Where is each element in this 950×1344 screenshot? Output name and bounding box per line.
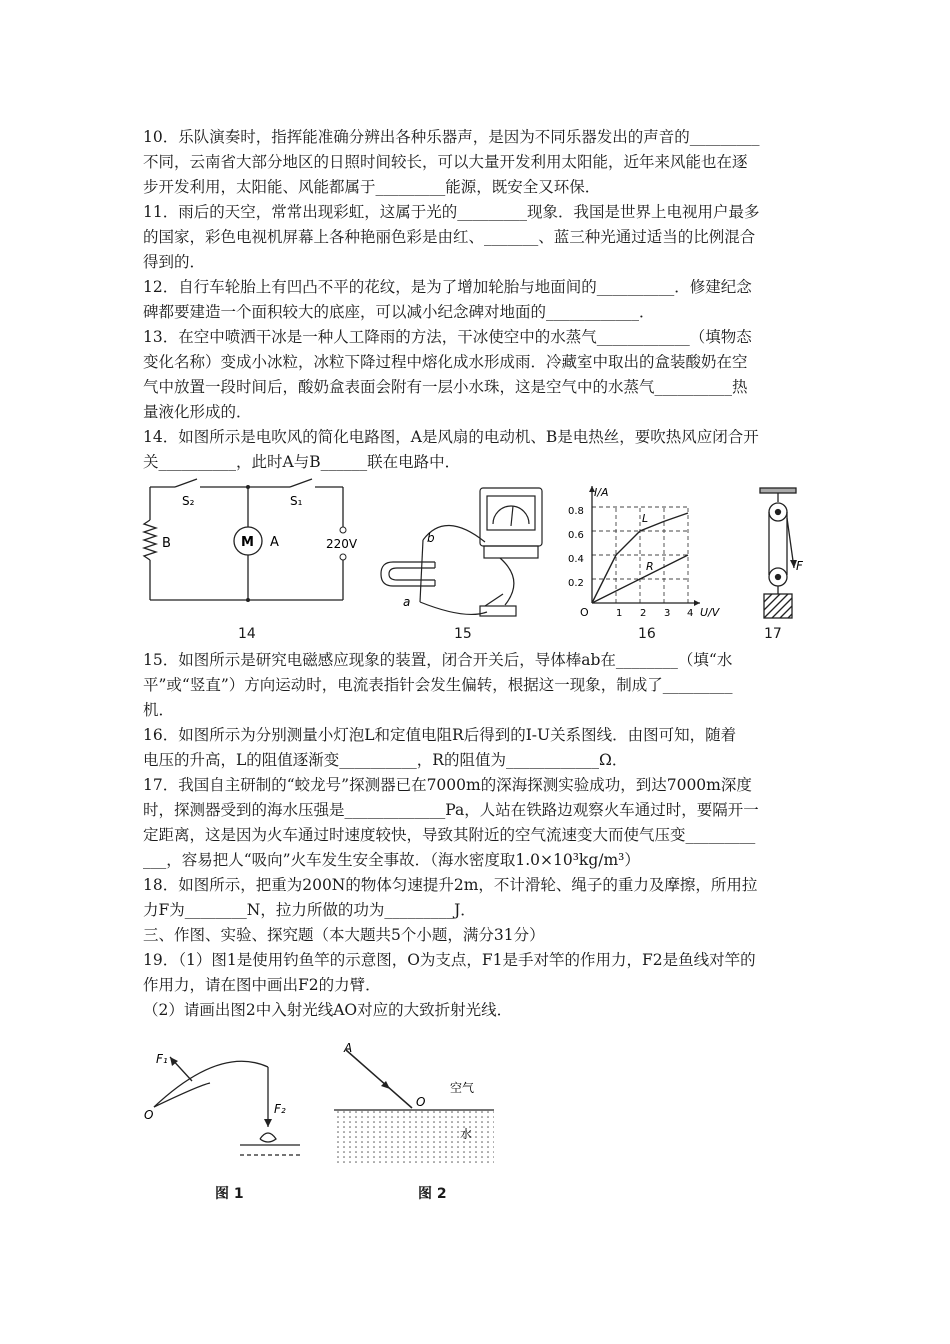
text-line: 电压的升高，L的阻值逐渐变__________，R的阻值为____________Ω． — [143, 751, 628, 769]
text-line: 15．如图所示是研究电磁感应现象的装置，闭合开关后，导体棒ab在________（填“水 — [143, 651, 733, 669]
figure-caption: 17 — [764, 626, 782, 642]
y-tick-label: 0.4 — [568, 554, 584, 565]
text-line: 时，探测器受到的海水压强是_____________Pa，人站在铁路边观察火车通过时，要隔开一 — [143, 801, 759, 819]
x-tick-label: 1 — [616, 608, 623, 619]
medium-air-label: 空气 — [450, 1081, 475, 1095]
voltage-label: 220V — [326, 537, 358, 551]
text-line: 平”或“竖直”）方向运动时，电流表指针会发生偏转，根据这一现象，制成了_________ — [143, 676, 733, 694]
ray-point-a-label: A — [344, 1041, 353, 1055]
motor-label: A — [270, 535, 279, 550]
figure-caption: 图 2 — [418, 1186, 447, 1202]
figure-2-refraction — [330, 1040, 500, 1170]
y-tick-label: 0.6 — [568, 530, 584, 541]
rod-end-b: b — [427, 531, 435, 545]
medium-water-label: 水 — [460, 1127, 473, 1141]
x-tick-label: 2 — [640, 608, 647, 619]
figure-caption: 16 — [638, 626, 656, 642]
figure-caption: 图 1 — [215, 1186, 244, 1202]
text-line: 关__________，此时A与B______联在电路中． — [143, 453, 461, 471]
figure-15-induction — [375, 480, 555, 630]
switch-s2-label: S₂ — [182, 494, 195, 508]
series-label-R: R — [646, 560, 654, 573]
text-line: 11．雨后的天空，常常出现彩虹，这属于光的_________现象．我国是世界上电视用户最多 — [143, 203, 760, 221]
text-line: 变化名称）变成小冰粒，冰粒下降过程中熔化成水形成雨．冷藏室中取出的盒装酸奶在空 — [143, 353, 748, 371]
text-line: 10．乐队演奏时，指挥能准确分辨出各种乐器声，是因为不同乐器发出的声音的_________ — [143, 128, 760, 146]
force-f1-label: F₁ — [156, 1052, 168, 1066]
heater-label: B — [162, 536, 171, 551]
text-line: 12．自行车轮胎上有凹凸不平的花纹，是为了增加轮胎与地面间的__________．修建纪念 — [143, 278, 752, 296]
figure-caption: 14 — [238, 626, 256, 642]
text-line: 碑都要建造一个面积较大的底座，可以减小纪念碑对地面的____________． — [143, 303, 655, 321]
text-line: 三、作图、实验、探究题（本大题共5个小题，满分31分） — [143, 926, 545, 944]
rod-end-a: a — [403, 595, 411, 609]
text-line: （2）请画出图2中入射光线AO对应的大致折射光线． — [143, 1001, 513, 1019]
y-tick-label: 0.2 — [568, 578, 584, 589]
series-label-L: L — [642, 512, 649, 525]
figure-14-circuit — [140, 475, 360, 615]
y-axis-label: I/A — [594, 486, 609, 499]
x-axis-label: U/V — [700, 606, 720, 619]
x-tick-label: 3 — [664, 608, 671, 619]
text-line: 机． — [143, 701, 175, 719]
incidence-point-o-label: O — [416, 1095, 426, 1109]
text-line: 气中放置一段时间后，酸奶盒表面会附有一层小水珠，这是空气中的水蒸气__________热 — [143, 378, 748, 396]
text-line: 不同，云南省大部分地区的日照时间较长，可以大量开发利用太阳能，近年来风能也在逐 — [143, 153, 748, 171]
force-f-label: F — [796, 559, 803, 573]
text-line: ___，容易把人“吸向”火车发生安全事故．（海水密度取1.0×10³kg/m³） — [143, 851, 640, 869]
figure-caption: 15 — [454, 626, 472, 642]
pivot-o-label: O — [144, 1108, 154, 1122]
figure-16-iu-chart — [560, 478, 720, 628]
text-line: 16．如图所示为分别测量小灯泡L和定值电阻R后得到的I-U关系图线．由图可知，随着 — [143, 726, 737, 744]
text-line: 17．我国自主研制的“蛟龙号”探测器已在7000m的深海探测实验成功，到达7000m深度 — [143, 776, 752, 794]
figure-17-pulley — [748, 480, 818, 625]
origin-label: O — [580, 606, 589, 619]
figure-1-fishing-rod — [140, 1035, 310, 1170]
text-line: 量液化形成的． — [143, 403, 252, 421]
text-line: 定距离，这是因为火车通过时速度较快，导致其附近的空气流速变大而使气压变_________ — [143, 826, 756, 844]
text-line: 步开发利用，太阳能、风能都属于_________能源，既安全又环保． — [143, 178, 601, 196]
text-line: 14．如图所示是电吹风的简化电路图，A是风扇的电动机、B是电热丝，要吹热风应闭合开 — [143, 428, 759, 446]
text-line: 力F为________N，拉力所做的功为_________J． — [143, 901, 476, 919]
switch-s1-label: S₁ — [290, 494, 303, 508]
text-line: 13．在空中喷洒干冰是一种人工降雨的方法，干冰使空中的水蒸气____________（填物态 — [143, 328, 752, 346]
text-line: 作用力，请在图中画出F2的力臂． — [143, 976, 381, 994]
x-tick-label: 4 — [687, 608, 694, 619]
text-line: 的国家，彩色电视机屏幕上各种艳丽色彩是由红、_______、蓝三种光通过适当的比例混合 — [143, 228, 756, 246]
text-line: 得到的． — [143, 253, 206, 271]
y-tick-label: 0.8 — [568, 506, 584, 517]
text-line: 19．（1）图1是使用钓鱼竿的示意图，O为支点，F1是手对竿的作用力，F2是鱼线对竿的 — [143, 951, 756, 969]
text-line: 18．如图所示，把重为200N的物体匀速提升2m，不计滑轮、绳子的重力及摩擦，所用拉 — [143, 876, 758, 894]
motor-symbol: M — [241, 535, 254, 550]
force-f2-label: F₂ — [274, 1102, 286, 1116]
